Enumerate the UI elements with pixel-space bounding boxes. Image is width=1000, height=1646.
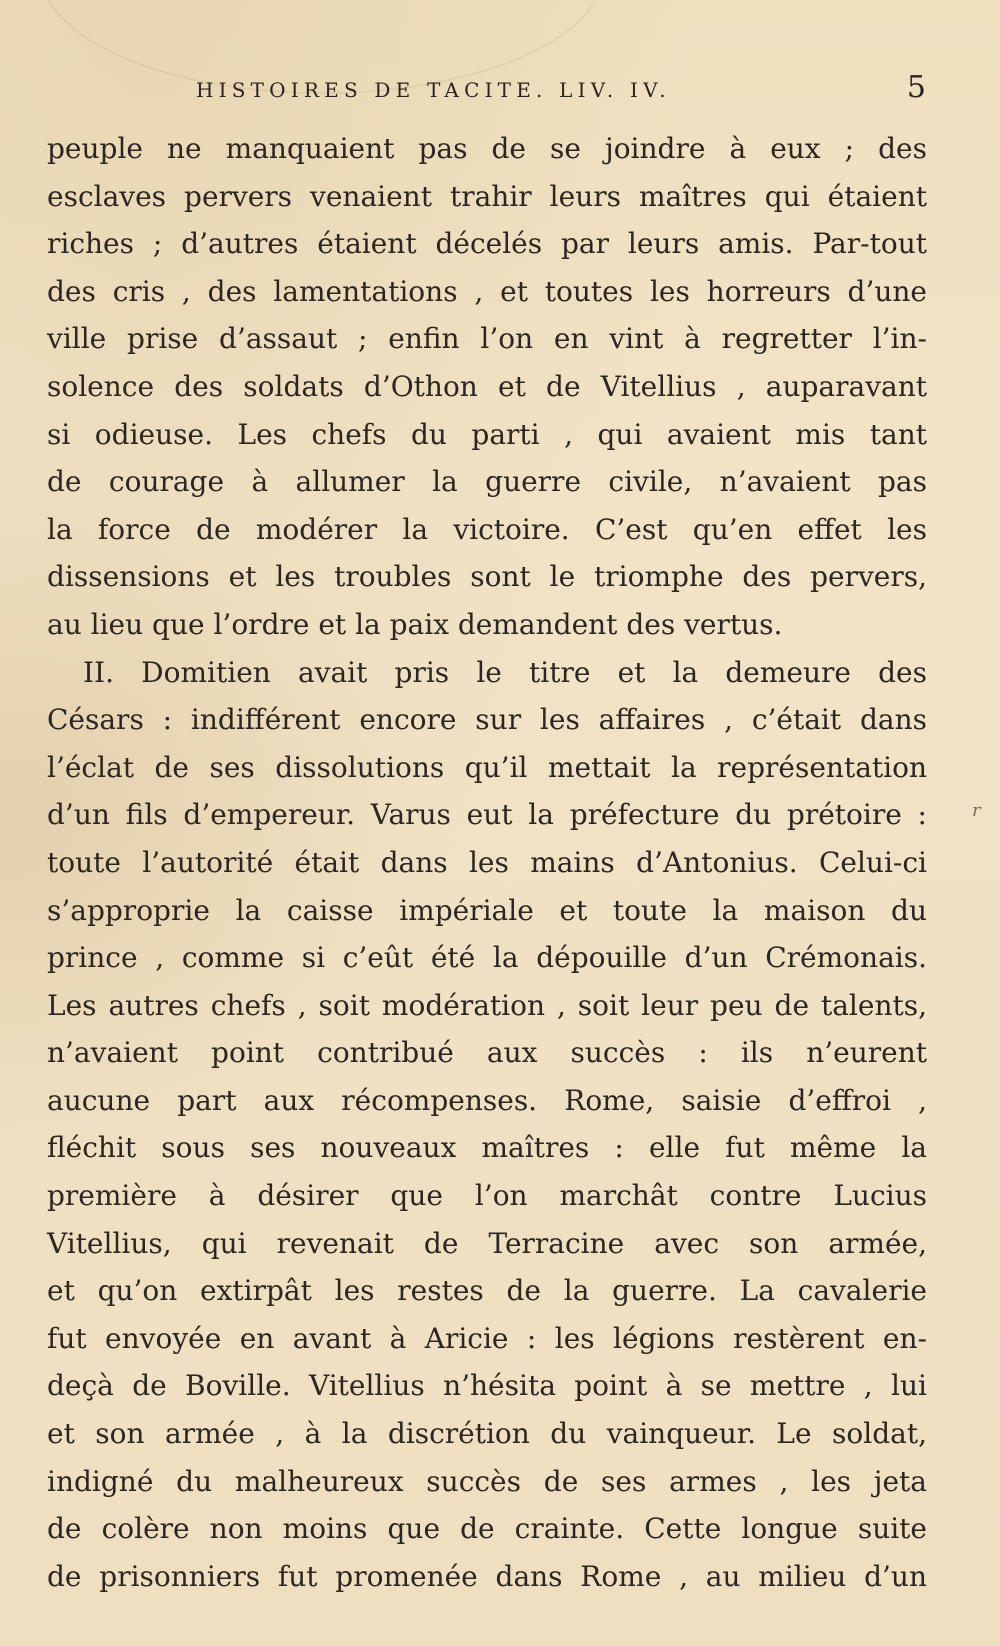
paragraph-start-line: II. Domitien avait pris le titre et la demeure des <box>83 655 927 689</box>
text-line: fléchit sous ses nouveaux maîtres : elle fut même la <box>47 1131 927 1165</box>
text-line: n’avaient point contribué aux succès : ils n’eurent <box>47 1036 927 1070</box>
text-line: s’approprie la caisse impériale et toute la maison du <box>47 893 927 927</box>
running-head: HISTOIRES DE TACITE. LIV. IV. <box>196 78 671 102</box>
page-header <box>196 70 926 110</box>
text-line: de courage à allumer la guerre civile, n’avaient pas <box>47 465 927 499</box>
text-line: Césars : indifférent encore sur les affaires , c’était dans <box>47 703 927 737</box>
text-line: dissensions et les troubles sont le triomphe des pervers, <box>47 560 927 594</box>
text-line: deçà de Boville. Vitellius n’hésita point à se mettre , lui <box>47 1369 927 1403</box>
text-line: la force de modérer la victoire. C’est qu’en effet les <box>47 512 927 546</box>
text-line: d’un fils d’empereur. Varus eut la préfecture du prétoire : <box>47 798 927 832</box>
text-line: l’éclat de ses dissolutions qu’il mettait la représentation <box>47 750 927 784</box>
margin-mark: r <box>972 800 981 821</box>
text-line: solence des soldats d’Othon et de Vitellius , auparavant <box>47 369 927 403</box>
text-line: si odieuse. Les chefs du parti , qui avaient mis tant <box>47 417 927 451</box>
text-line: de prisonniers fut promenée dans Rome , au milieu d’un <box>47 1559 927 1593</box>
text-line: fut envoyée en avant à Aricie : les légions restèrent en- <box>47 1321 927 1355</box>
text-line: première à désirer que l’on marchât contre Lucius <box>47 1179 927 1213</box>
text-line: esclaves pervers venaient trahir leurs maîtres qui étaient <box>47 179 927 213</box>
text-line: de colère non moins que de crainte. Cette longue suite <box>47 1512 927 1546</box>
text-line: aucune part aux récompenses. Rome, saisie d’effroi , <box>47 1083 927 1117</box>
text-line: riches ; d’autres étaient décelés par leurs amis. Par-tout <box>47 227 927 261</box>
text-line: Les autres chefs , soit modération , soit leur peu de talents, <box>47 988 927 1022</box>
text-line: Vitellius, qui revenait de Terracine avec son armée, <box>47 1226 927 1260</box>
text-line: des cris , des lamentations , et toutes les horreurs d’une <box>47 274 927 308</box>
page-number: 5 <box>906 70 926 105</box>
text-line: toute l’autorité était dans les mains d’Antonius. Celui-ci <box>47 845 927 879</box>
text-line: ville prise d’assaut ; enfin l’on en vint à regretter l’in- <box>47 322 927 356</box>
body-text <box>47 125 927 1600</box>
text-line: indigné du malheureux succès de ses armes , les jeta <box>47 1464 927 1498</box>
text-line: et qu’on extirpât les restes de la guerre. La cavalerie <box>47 1274 927 1308</box>
text-line: peuple ne manquaient pas de se joindre à eux ; des <box>47 132 927 165</box>
text-line: et son armée , à la discrétion du vainqueur. Le soldat, <box>47 1417 927 1451</box>
text-line: au lieu que l’ordre et la paix demandent des vertus. <box>47 607 783 641</box>
text-line: prince , comme si c’eût été la dépouille d’un Crémonais. <box>47 941 927 975</box>
